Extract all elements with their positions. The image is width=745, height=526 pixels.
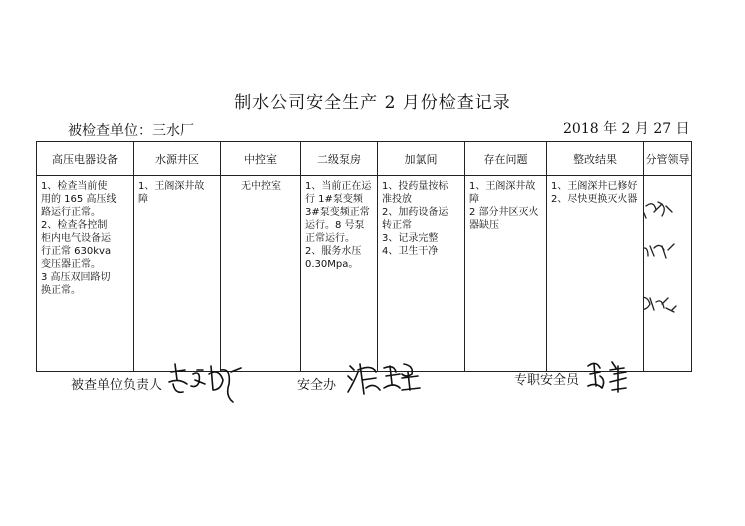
cell-line: 2、服务水压 bbox=[305, 246, 362, 257]
cell-line: 正常运行。 bbox=[305, 233, 355, 244]
responsible-person-label: 被查单位负责人 bbox=[71, 378, 163, 393]
safety-officer-signature bbox=[584, 356, 636, 396]
inspection-table bbox=[36, 141, 692, 372]
cell-line: 准投放 bbox=[382, 194, 412, 205]
safety-office-signature bbox=[344, 358, 428, 398]
cell-line: 1、王阁深井故 bbox=[469, 181, 536, 192]
cell-line: 障 bbox=[469, 194, 479, 205]
cell-hv-equipment bbox=[37, 176, 134, 372]
col-header-pump-room: 二级泵房 bbox=[301, 142, 378, 176]
cell-line: 0.30Mpa。 bbox=[305, 259, 359, 270]
col-header-hv-equipment: 高压电器设备 bbox=[37, 142, 134, 176]
supervisor-signatures bbox=[644, 176, 692, 367]
cell-line: 1、当前正在运 bbox=[305, 181, 372, 192]
cell-line: 3#泵变频正常 bbox=[305, 207, 370, 218]
cell-line: 变压器正常。 bbox=[41, 259, 101, 270]
cell-line: 行正常 630kva bbox=[41, 246, 112, 257]
col-header-control-room: 中控室 bbox=[221, 142, 301, 176]
cell-line: 转正常 bbox=[382, 220, 412, 231]
col-header-well-area: 水源井区 bbox=[134, 142, 221, 176]
cell-pump-room bbox=[301, 176, 378, 372]
cell-line: 1、检查当前使 bbox=[41, 181, 108, 192]
cell-line: 障 bbox=[138, 194, 148, 205]
cell-line: 2 部分井区灭火 bbox=[469, 207, 539, 218]
table-header-row bbox=[37, 142, 692, 176]
cell-chlorine-room bbox=[378, 176, 465, 372]
cell-line: 行 1#泵变频 bbox=[305, 194, 363, 205]
document-title: 制水公司安全生产 2 月份检查记录 bbox=[234, 93, 511, 113]
cell-line: 换正常。 bbox=[41, 285, 81, 296]
cell-line: 4、卫生干净 bbox=[382, 246, 439, 257]
safety-office-label: 安全办 bbox=[297, 378, 337, 393]
cell-line: 运行。8 号泵 bbox=[305, 220, 365, 231]
cell-supervisor bbox=[644, 176, 692, 372]
cell-line: 用的 165 高压线 bbox=[41, 194, 117, 205]
cell-line: 2、加药设备运 bbox=[382, 207, 449, 218]
cell-control-room bbox=[221, 176, 301, 372]
cell-line: 无中控室 bbox=[241, 181, 281, 192]
record-date: 2018 年 2 月 27 日 bbox=[563, 121, 690, 137]
cell-line: 2、检查各控制 bbox=[41, 220, 108, 231]
col-header-supervisor: 分管领导 bbox=[644, 142, 692, 176]
col-header-rectification: 整改结果 bbox=[547, 142, 644, 176]
cell-line: 3、记录完整 bbox=[382, 233, 439, 244]
col-header-chlorine-room: 加氯间 bbox=[378, 142, 465, 176]
safety-officer-label: 专职安全员 bbox=[514, 373, 580, 388]
cell-line: 器缺压 bbox=[469, 220, 499, 231]
col-header-issues: 存在问题 bbox=[465, 142, 547, 176]
cell-issues bbox=[465, 176, 547, 372]
cell-rectification bbox=[547, 176, 644, 372]
cell-line: 1、王阁深井故 bbox=[138, 181, 205, 192]
inspected-unit: 被检查单位：三水厂 bbox=[68, 123, 194, 139]
cell-line: 2、尽快更换灭火器 bbox=[551, 194, 638, 205]
cell-line: 柜内电气设备运 bbox=[41, 233, 111, 244]
cell-line: 1、王阁深井已修好 bbox=[551, 181, 638, 192]
cell-line: 1、投药量按标 bbox=[382, 181, 449, 192]
table-row bbox=[37, 176, 692, 372]
responsible-person-signature bbox=[165, 358, 247, 406]
cell-line: 路运行正常。 bbox=[41, 207, 101, 218]
cell-well-area bbox=[134, 176, 221, 372]
cell-line: 3 高压双回路切 bbox=[41, 272, 111, 283]
